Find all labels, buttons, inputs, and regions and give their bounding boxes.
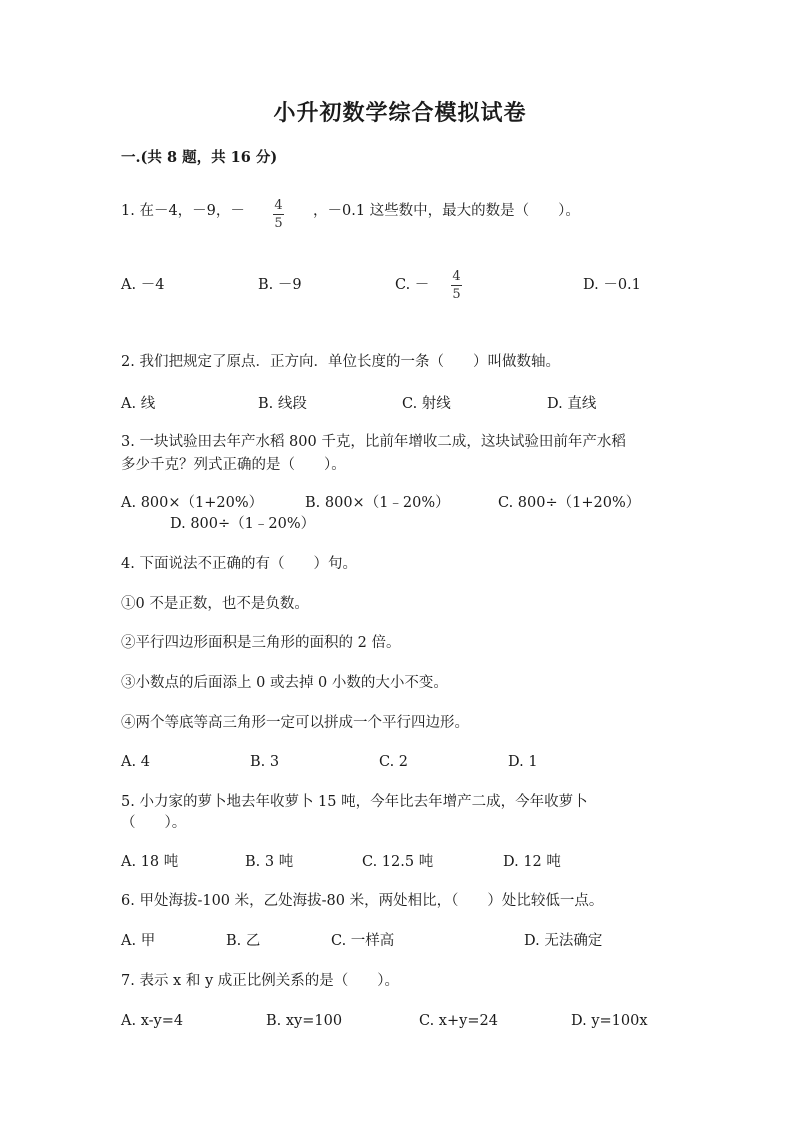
question-1-fraction <box>273 198 284 231</box>
q6-option-c[interactable]: C. 一样高 <box>331 933 395 949</box>
q1-option-c[interactable]: C. － <box>395 277 430 293</box>
q5-option-a[interactable]: A. 18 吨 <box>121 854 179 870</box>
question-5-line-1: 5. 小力家的萝卜地去年收萝卜 15 吨，今年比去年增产二成，今年收萝卜 <box>121 794 588 810</box>
q6-option-b[interactable]: B. 乙 <box>226 933 261 949</box>
q2-option-a[interactable]: A. 线 <box>121 396 156 412</box>
question-4-statement-4: ④两个等底等高三角形一定可以拼成一个平行四边形。 <box>121 715 469 731</box>
fraction-numerator: 4 <box>452 269 461 284</box>
q2-option-d[interactable]: D. 直线 <box>547 396 597 412</box>
question-7-text: 7. 表示 x 和 y 成正比例关系的是（ ）。 <box>121 973 399 989</box>
q5-option-b[interactable]: B. 3 吨 <box>245 854 294 870</box>
q4-option-d[interactable]: D. 1 <box>508 754 538 770</box>
fraction-numerator: 4 <box>274 198 283 213</box>
question-6-text: 6. 甲处海拔-100 米，乙处海拔-80 米，两处相比，（ ）处比较低一点。 <box>121 893 604 909</box>
question-4-statement-1: ①0 不是正数，也不是负数。 <box>121 596 309 612</box>
question-4-text: 4. 下面说法不正确的有（ ）句。 <box>121 556 357 572</box>
question-4-statement-2: ②平行四边形面积是三角形的面积的 2 倍。 <box>121 635 401 651</box>
q2-option-c[interactable]: C. 射线 <box>402 396 451 412</box>
section-heading: 一.(共 8 题，共 16 分) <box>121 149 278 166</box>
fraction-bar <box>273 214 284 215</box>
q1-option-a[interactable]: A. －4 <box>121 277 165 293</box>
q4-option-a[interactable]: A. 4 <box>121 754 150 770</box>
q3-option-b[interactable]: B. 800×（1﹣20%） <box>305 495 450 511</box>
question-2-text: 2. 我们把规定了原点．正方向．单位长度的一条（ ）叫做数轴。 <box>121 354 560 370</box>
question-5-line-2: （ ）。 <box>121 815 187 831</box>
q3-option-a[interactable]: A. 800×（1+20%） <box>121 495 264 511</box>
q1-option-b[interactable]: B. －9 <box>258 277 302 293</box>
page-title: 小升初数学综合模拟试卷 <box>273 100 527 126</box>
q5-option-d[interactable]: D. 12 吨 <box>503 854 561 870</box>
question-3-line-2: 多少千克？列式正确的是（ ）。 <box>121 457 346 473</box>
question-1-suffix: ，－0.1 这些数中，最大的数是（ ）。 <box>313 203 580 219</box>
q7-option-a[interactable]: A. x-y=4 <box>121 1013 184 1029</box>
q1-option-c-fraction <box>451 269 462 302</box>
q3-option-c[interactable]: C. 800÷（1+20%） <box>498 495 641 511</box>
q7-option-d[interactable]: D. y=100x <box>571 1013 648 1029</box>
fraction-denominator: 5 <box>274 216 283 231</box>
q2-option-b[interactable]: B. 线段 <box>258 396 307 412</box>
q3-option-d[interactable]: D. 800÷（1﹣20%） <box>170 516 316 532</box>
question-4-statement-3: ③小数点的后面添上 0 或去掉 0 小数的大小不变。 <box>121 675 448 691</box>
q7-option-b[interactable]: B. xy=100 <box>266 1013 343 1029</box>
question-3-line-1: 3. 一块试验田去年产水稻 800 千克，比前年增收二成，这块试验田前年产水稻 <box>121 434 626 450</box>
fraction-bar <box>451 285 462 286</box>
q6-option-a[interactable]: A. 甲 <box>121 933 156 949</box>
fraction-denominator: 5 <box>452 287 461 302</box>
q5-option-c[interactable]: C. 12.5 吨 <box>362 854 434 870</box>
q1-option-d[interactable]: D. －0.1 <box>583 277 641 293</box>
q4-option-b[interactable]: B. 3 <box>250 754 280 770</box>
q4-option-c[interactable]: C. 2 <box>379 754 409 770</box>
q7-option-c[interactable]: C. x+y=24 <box>419 1013 498 1029</box>
q6-option-d[interactable]: D. 无法确定 <box>524 933 603 949</box>
question-1-prefix: 1. 在－4，－9，－ <box>121 203 245 219</box>
